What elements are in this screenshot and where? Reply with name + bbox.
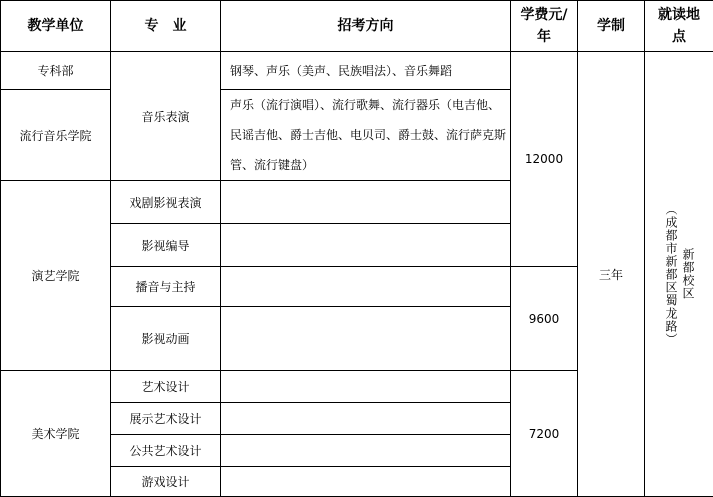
unit-pop-music: 流行音乐学院 [1, 90, 111, 181]
header-unit: 教学单位 [1, 1, 111, 52]
direction-empty [221, 181, 511, 224]
major-music-performance: 音乐表演 [111, 52, 221, 181]
fee-12000: 12000 [511, 52, 578, 267]
header-direction: 招考方向 [221, 1, 511, 52]
direction-empty [221, 307, 511, 371]
header-location: 就读地点 [645, 1, 713, 52]
major-public-art: 公共艺术设计 [111, 435, 221, 467]
direction-empty [221, 371, 511, 403]
direction-empty [221, 267, 511, 307]
major-exhibit-design: 展示艺术设计 [111, 403, 221, 435]
location-address: （成都市新都区蜀龙路） [663, 203, 678, 346]
fee-9600: 9600 [511, 267, 578, 371]
direction-empty [221, 435, 511, 467]
location-cell [645, 52, 713, 497]
direction-empty [221, 403, 511, 435]
table-row [1, 52, 713, 90]
major-broadcast: 播音与主持 [111, 267, 221, 307]
unit-drama: 演艺学院 [1, 181, 111, 371]
major-film-writing: 影视编导 [111, 224, 221, 267]
unit-art: 美术学院 [1, 371, 111, 497]
location-campus: 新都校区 [680, 248, 695, 300]
unit-specialty: 专科部 [1, 52, 111, 90]
major-game-design: 游戏设计 [111, 467, 221, 497]
direction-empty [221, 224, 511, 267]
header-fee: 学费元/年 [511, 1, 578, 52]
duration-cell: 三年 [578, 52, 645, 497]
major-art-design: 艺术设计 [111, 371, 221, 403]
direction-pop-music: 声乐（流行演唱）、流行歌舞、流行器乐（电吉他、民谣吉他、爵士吉他、电贝司、爵士鼓、流行萨克斯管、流行键盘） [221, 90, 511, 181]
major-drama-film: 戏剧影视表演 [111, 181, 221, 224]
major-animation: 影视动画 [111, 307, 221, 371]
header-row [1, 1, 713, 52]
header-major: 专 业 [111, 1, 221, 52]
fee-7200: 7200 [511, 371, 578, 497]
direction-specialty: 钢琴、声乐（美声、民族唱法）、音乐舞蹈 [221, 52, 511, 90]
header-duration: 学制 [578, 1, 645, 52]
direction-empty [221, 467, 511, 497]
